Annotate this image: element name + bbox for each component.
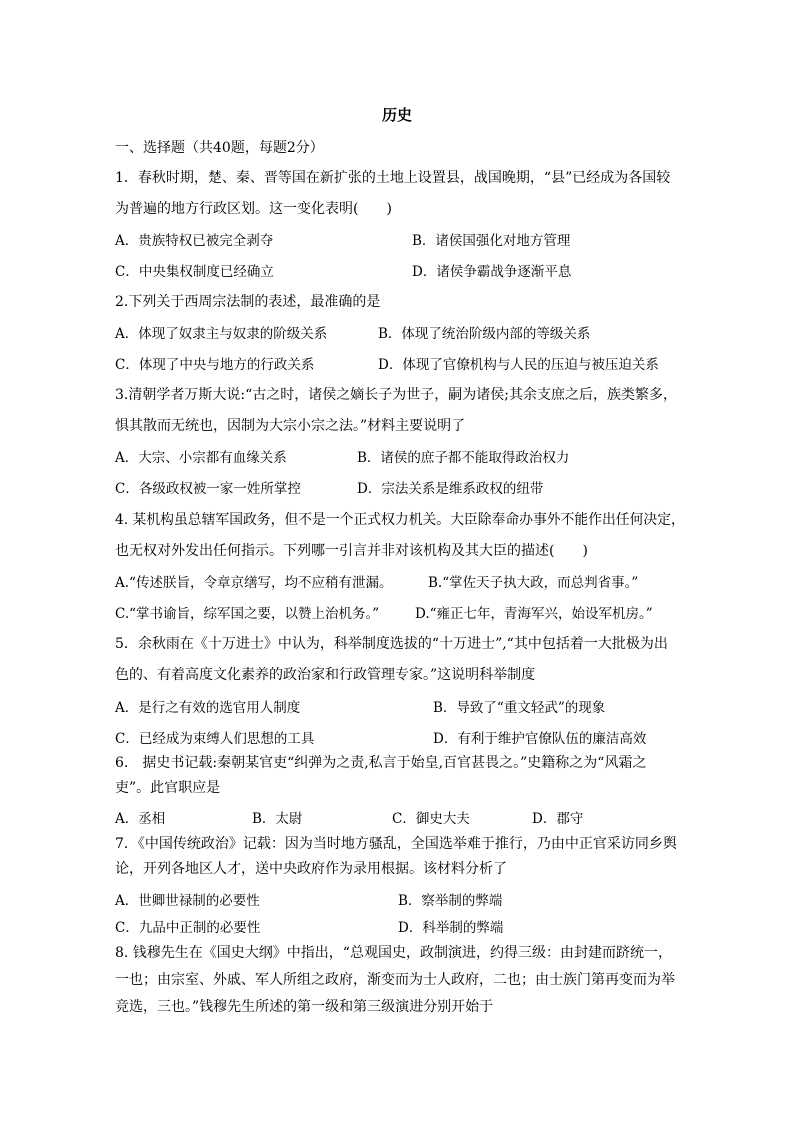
q5-option-b: B．导致了“重文轻武”的现象	[433, 700, 606, 716]
q7-option-a: A．世卿世禄制的必要性	[115, 893, 260, 909]
q6-option-a: A．丞相	[115, 811, 166, 827]
q4-option-d: D.“雍正七年，青海军兴，始设军机房。”	[415, 606, 653, 622]
q2-option-c: C．体现了中央与地方的行政关系	[115, 357, 315, 373]
q6-option-c: C．御史大夫	[392, 811, 470, 827]
q6-stem-line1: 6. 据史书记载:秦朝某官吏“纠弹为之责,私言于始皇,百官甚畏之。”史籍称之为“风霜之	[115, 755, 647, 771]
q7-option-c: C．九品中正制的必要性	[115, 920, 261, 936]
q6-stem-line2: 吏”。此官职应是	[115, 780, 221, 796]
q5-option-d: D．有利于维护官僚队伍的廉洁高效	[433, 731, 647, 747]
q3-option-a: A．大宗、小宗都有血缘关系	[115, 450, 287, 466]
q8-stem-line3: 竞选，三也。”钱穆先生所述的第一级和第三级演进分别开始于	[115, 999, 494, 1015]
q7-stem-line1: 7．《中国传统政治》记载：因为当时地方骚乱，全国选举难于推行，乃由中正官采访同乡舆	[115, 836, 677, 852]
q1-option-c: C．中央集权制度已经确立	[115, 264, 274, 280]
q5-option-a: A．是行之有效的选官用人制度	[115, 700, 301, 716]
q1-option-d: D．诸侯争霸战争逐渐平息	[412, 264, 572, 280]
q1-stem-line2: 为普遍的地方行政区划。这一变化表明( )	[115, 201, 392, 217]
q3-option-d: D．宗法关系是维系政权的纽带	[357, 481, 544, 497]
q5-stem-line1: 5．余秋雨在《十万进士》中认为，科举制度选拔的“十万进士”,“其中包括着一大批极为出	[115, 636, 668, 652]
page-title: 历史	[381, 106, 412, 124]
q1-option-a: A．贵族特权已被完全剥夺	[115, 233, 274, 249]
q2-option-d: D．体现了官僚机构与人民的压迫与被压迫关系	[378, 357, 659, 373]
q1-option-b: B．诸侯国强化对地方管理	[412, 233, 571, 249]
q4-stem-line2: 也无权对外发出任何指示。下列哪一引言并非对该机构及其大臣的描述( )	[115, 543, 588, 559]
q4-option-a: A.“传述朕旨，令章京缮写，均不应稍有泄漏。	[115, 575, 393, 591]
q3-option-c: C．各级政权被一家一姓所掌控	[115, 481, 301, 497]
section-heading: 一、选择题（共40题，每题2分）	[115, 140, 324, 156]
q1-stem-line1: 1．春秋时期，楚、秦、晋等国在新扩张的土地上设置县，战国晚期，“县”已经成为各国较	[115, 170, 671, 186]
q2-option-a: A．体现了奴隶主与奴隶的阶级关系	[115, 326, 328, 342]
q8-stem-line2: 一也；由宗室、外戚、军人所组之政府，渐变而为士人政府，二也；由士族门第再变而为举	[115, 972, 675, 988]
q8-stem-line1: 8. 钱穆先生在《国史大纲》中指出，“总观国史，政制演进，约得三级：由封建而跻统一，	[115, 945, 672, 961]
q3-stem-line2: 惧其散而无统也，因制为大宗小宗之法。”材料主要说明了	[115, 418, 466, 434]
q7-option-b: B．察举制的弊端	[398, 893, 503, 909]
q4-option-c: C.“掌书谕旨，综军国之要，以赞上治机务。”	[115, 606, 380, 622]
q2-option-b: B．体现了统治阶级内部的等级关系	[378, 326, 591, 342]
q7-stem-line2: 论，开列各地区人才，送中央政府作为录用根据。该材料分析了	[115, 861, 507, 877]
q5-stem-line2: 色的、有着高度文化素养的政治家和行政管理专家。”这说明科举制度	[115, 667, 536, 683]
q4-option-b: B.“掌佐天子执大政，而总判省事。”	[428, 575, 639, 591]
q3-option-b: B．诸侯的庶子都不能取得政治权力	[357, 450, 570, 466]
q3-stem-line1: 3.清朝学者万斯大说:“古之时，诸侯之嫡长子为世子，嗣为诸侯;其余支庶之后，族类繁多，	[115, 387, 677, 403]
q4-stem-line1: 4. 某机构虽总辖军国政务，但不是一个正式权力机关。大臣除奉命办事外不能作出任何决定，	[115, 512, 685, 528]
q5-option-c: C．已经成为束缚人们思想的工具	[115, 731, 315, 747]
q6-option-d: D．郡守	[532, 811, 584, 827]
q7-option-d: D．科举制的弊端	[398, 920, 504, 936]
q2-stem-line1: 2.下列关于西周宗法制的表述，最准确的是	[115, 294, 381, 310]
q6-option-b: B．太尉	[252, 811, 303, 827]
